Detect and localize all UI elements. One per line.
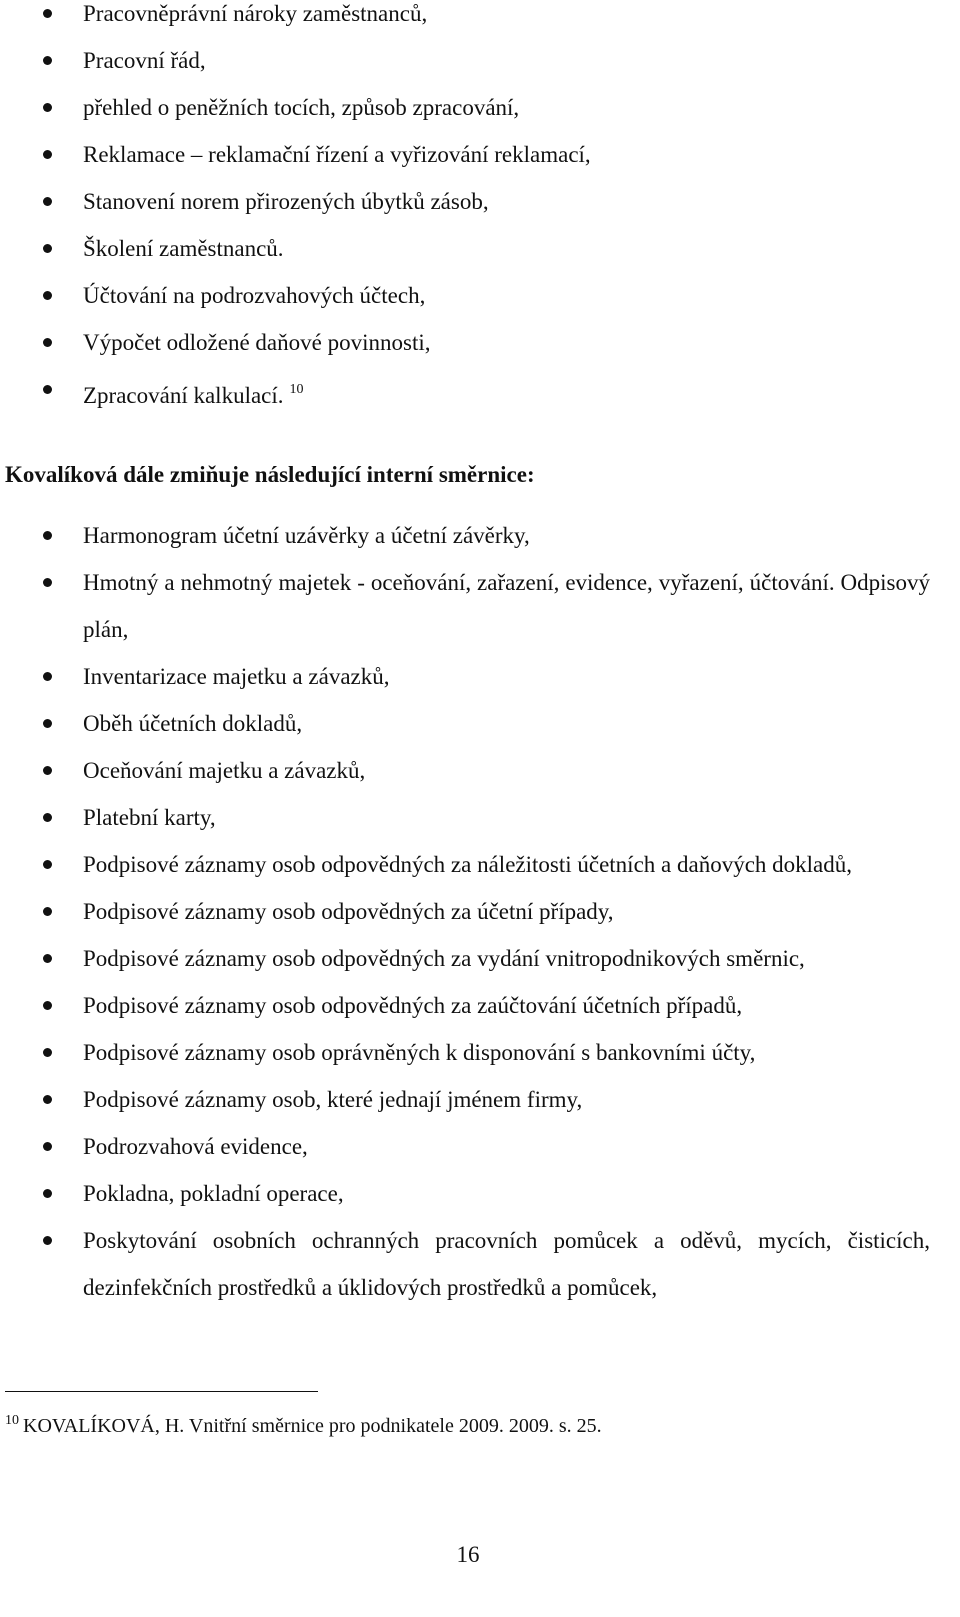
list-item: Harmonogram účetní uzávěrky a účetní závěrky, (0, 512, 960, 559)
bullet-icon (43, 338, 52, 347)
list-item: Oběh účetních dokladů, (0, 700, 960, 747)
list-item: Podpisové záznamy osob, které jednají jménem firmy, (0, 1076, 960, 1123)
bullet-icon (43, 1095, 52, 1104)
bullet-icon (43, 197, 52, 206)
bullet-icon (43, 766, 52, 775)
bullet-icon (43, 291, 52, 300)
bullet-icon (43, 954, 52, 963)
list-item: Účtování na podrozvahových účtech, (0, 272, 960, 319)
list-item: Reklamace – reklamační řízení a vyřizování reklamací, (0, 131, 960, 178)
bullet-list-second (0, 512, 960, 1311)
list-item: Školení zaměstnanců. (0, 225, 960, 272)
list-item: Pracovní řád, (0, 37, 960, 84)
footnote-divider (5, 1391, 318, 1392)
list-item: Podpisové záznamy osob odpovědných za zaúčtování účetních případů, (0, 982, 960, 1029)
bullet-icon (43, 150, 52, 159)
footnote-text: KOVALÍKOVÁ, H. Vnitřní směrnice pro podnikatele 2009. 2009. s. 25. (23, 1415, 602, 1437)
bullet-icon (43, 1048, 52, 1057)
list-item: Inventarizace majetku a závazků, (0, 653, 960, 700)
list-item: Poskytování osobních ochranných pracovních pomůcek a oděvů, mycích, čisticích, dezinfekčních prostředků a úklidových prostředků a pomůcek, (0, 1217, 960, 1311)
bullet-icon (43, 578, 52, 587)
bullet-icon (43, 672, 52, 681)
list-item: Podpisové záznamy osob oprávněných k disponování s bankovními účty, (0, 1029, 960, 1076)
list-item: Zpracování kalkulací. $^{10}$ (0, 366, 960, 419)
bullet-icon (43, 813, 52, 822)
list-item: Pokladna, pokladní operace, (0, 1170, 960, 1217)
bullet-icon (43, 1142, 52, 1151)
bullet-icon (43, 860, 52, 869)
page-number: 16 (456, 1542, 480, 1567)
list-item: Pracovněprávní nároky zaměstnanců, (0, 0, 960, 37)
section-heading: Kovalíková dále zmiňuje následující interní směrnice: (5, 462, 535, 487)
bullet-icon (43, 531, 52, 540)
list-item: Podpisové záznamy osob odpovědných za vydání vnitropodnikových směrnic, (0, 935, 960, 982)
list-item: Stanovení norem přirozených úbytků zásob, (0, 178, 960, 225)
list-item: Platební karty, (0, 794, 960, 841)
bullet-icon (43, 103, 52, 112)
footnote (5, 1407, 602, 1440)
list-item: Oceňování majetku a závazků, (0, 747, 960, 794)
bullet-icon (43, 719, 52, 728)
list-item: Podrozvahová evidence, (0, 1123, 960, 1170)
bullet-icon (43, 56, 52, 65)
bullet-icon (43, 907, 52, 916)
list-item: Hmotný a nehmotný majetek - oceňování, zařazení, evidence, vyřazení, účtování. Odpisový plán, (0, 559, 960, 653)
list-item: Podpisové záznamy osob odpovědných za účetní případy, (0, 888, 960, 935)
bullet-icon (43, 1189, 52, 1198)
list-item: Podpisové záznamy osob odpovědných za náležitosti účetních a daňových dokladů, (0, 841, 960, 888)
bullet-icon (43, 1001, 52, 1010)
bullet-icon (43, 244, 52, 253)
bullet-list-first (0, 0, 960, 419)
bullet-icon (43, 1236, 52, 1245)
list-item: Výpočet odložené daňové povinnosti, (0, 319, 960, 366)
bullet-icon (43, 385, 52, 394)
list-item: přehled o peněžních tocích, způsob zpracování, (0, 84, 960, 131)
footnote-number: 10 (5, 1413, 19, 1428)
footnote-reference[interactable]: 10 (289, 382, 304, 397)
bullet-icon (43, 9, 52, 18)
